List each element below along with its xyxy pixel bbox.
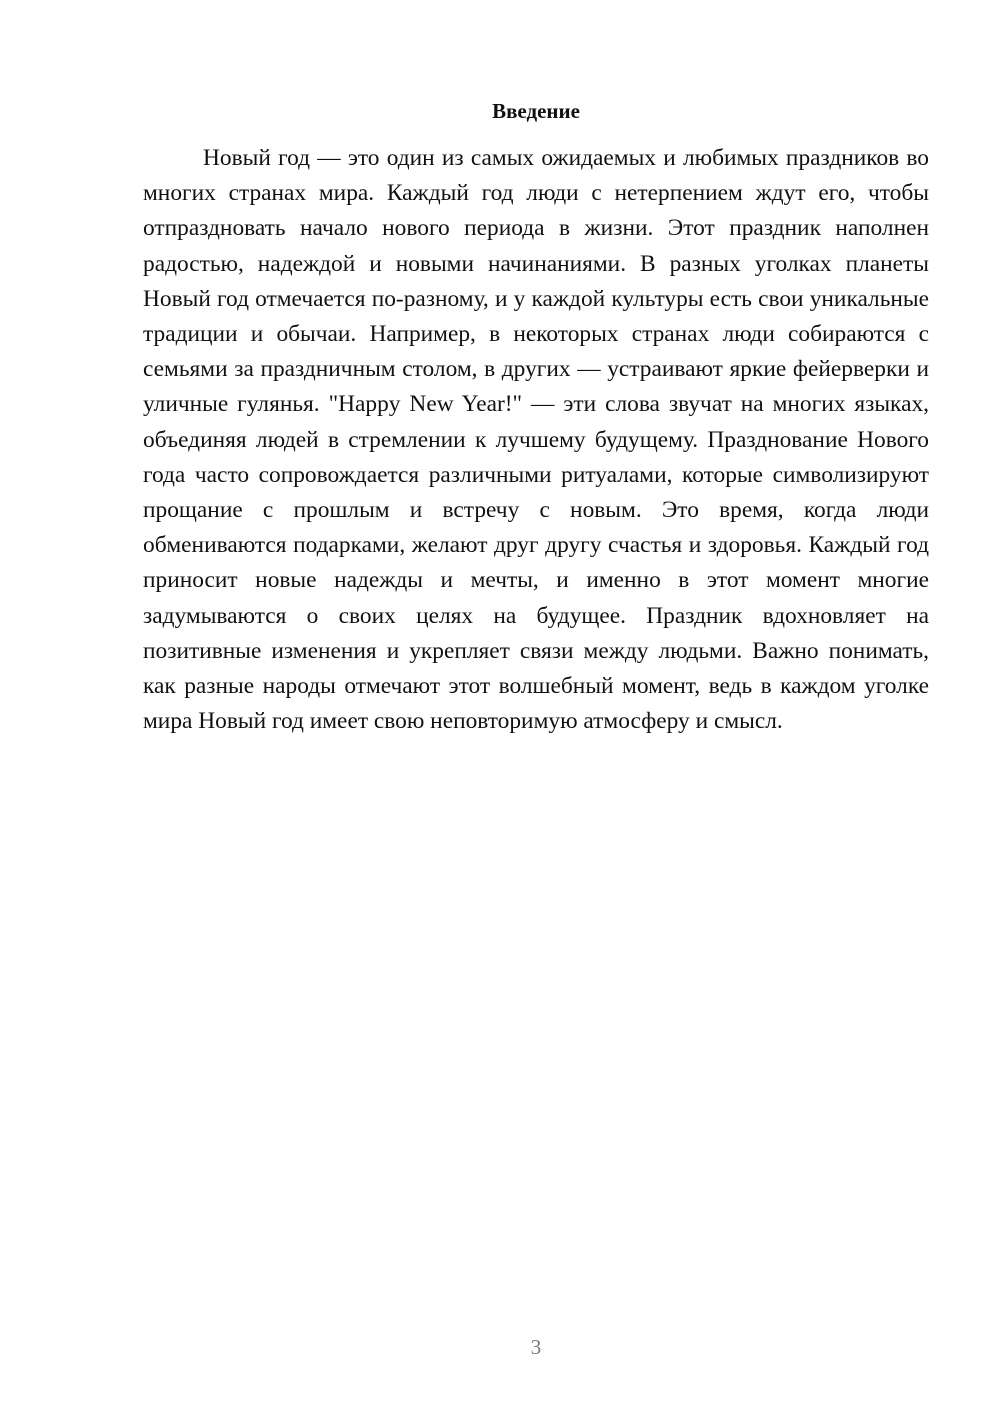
section-heading: Введение <box>492 99 580 123</box>
page-number: 3 <box>530 1335 542 1359</box>
body-paragraph: Новый год — это один из самых ожидаемых и любимых праздников во многих странах мира. Каждый год люди с нетерпением ждут его, чтобы отпраздновать начало нового периода в жизни. Этот праздник наполнен радостью, надеждой и новыми начинаниями. В разных уголках планеты Новый год отмечается по-разному, и у каждой культуры есть свои уникальные традиции и обычаи. Например, в некоторых странах люди собираются с семьями за праздничным столом, в других — устраивают яркие фейерверки и уличные гулянья. "Happy New Year!" — эти слова звучат на многих языках, объединяя людей в стремлении к лучшему будущему. Празднование Нового года часто сопровождается различными ритуалами, которые символизируют прощание с прошлым и встречу с новым. Это время, когда люди обмениваются подарками, желают друг другу счастья и здоровья. Каждый год приносит новые надежды и мечты, и именно в этот момент многие задумываются о своих целях на будущее. Праздник вдохновляет на позитивные изменения и укрепляет связи между людьми. Важно понимать, как разные народы отмечают этот волшебный момент, ведь в каждом уголке мира Новый год имеет свою неповторимую атмосферу и смысл. <box>143 145 929 735</box>
